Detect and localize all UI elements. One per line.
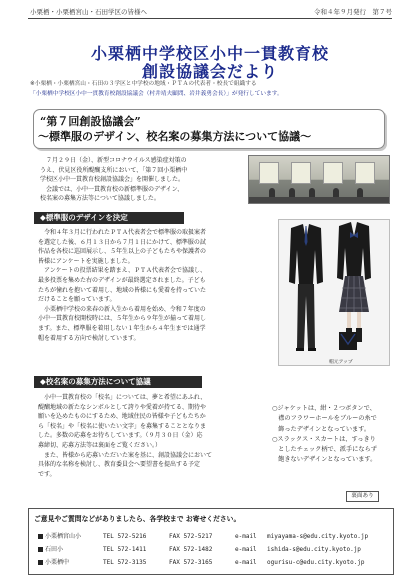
report-line: 学校区小中一貫教育校創設協議会」を開催しました。: [40, 176, 185, 184]
paragraph-line: 願いを込めたものにするため、地域住民の皆様や子どもたちか: [38, 413, 206, 421]
audience-line: 小栗栖・小栗栖宮山・石田学区の皆様へ: [30, 8, 147, 16]
report-line: 校名案の募集方法等について協議しました。: [40, 195, 160, 203]
contact-heading: ご意見やご質問などがありましたら、各学校まで お寄せください。: [34, 515, 241, 523]
header-rule: [28, 18, 392, 19]
bullet-icon: [38, 547, 43, 552]
paragraph-line: 小中一貫教育校の「校名」については、夢と希望にあふれ、: [38, 394, 207, 401]
fax-number: FAX 572-5217: [169, 533, 213, 540]
tel-number: TEL 572-1411: [103, 546, 147, 553]
contact-row: [38, 531, 393, 540]
feature-heading-1: “第７回創設協議会”: [40, 115, 141, 128]
section-school-name-text: [38, 393, 212, 479]
email-label: e-mail: [235, 546, 257, 553]
email-label: e-mail: [235, 533, 257, 540]
paragraph-line: アンケートの投票結果を踏まえ、ＰＴＡ代表者会で協議し、: [38, 267, 207, 275]
uniform-notes: [272, 404, 402, 466]
paragraph-line: また、皆様から応募いただいた案を基に、創設協議会において: [38, 451, 213, 459]
bullet-icon: [38, 560, 43, 565]
paragraph-line: ます。また、標準服を着用しない１年生から４年生までは通学: [38, 324, 206, 332]
paragraph-line: 小栗栖中学校の来春の新入生から着用を始め、令和７年度の: [38, 305, 206, 313]
paragraph-line: ら「校名」や「校名に使いたい文字」を募集することとなりま: [38, 422, 207, 430]
report-text: [40, 156, 187, 204]
paragraph-line: 皆様にアンケートを実施しました。: [38, 257, 134, 265]
note-line: ○ジャケットは、紺・２つボタンで、: [272, 405, 376, 412]
school-name: 石田小: [45, 546, 64, 553]
tel-number: TEL 572-5216: [103, 533, 147, 540]
issue-line: 令和４年９月発行 第７号: [314, 8, 392, 16]
paragraph-line: 作品を各校に巡回展示し、５年生以上の子どもたちや保護者の: [38, 248, 207, 256]
note-line: 襟のフラワーホールをブルーの糸で: [272, 415, 377, 423]
paragraph-line: 令和４年３月に行われたＰＴＡ代表者会で標準服の取扱案者: [38, 229, 207, 236]
report-line: うえ、伏見区役所醍醐支所において、「第７回小栗栖中: [40, 166, 188, 174]
contact-row: [38, 557, 393, 566]
note-line: 飽きないデザインとなっています。: [272, 456, 377, 464]
intro-line-1: ※小栗栖・小栗栖宮山・石田の３学区と中学校の地域・ＰＴＡの代表者・校長で組織する: [30, 81, 257, 87]
note-line: としたチェック柄で、派手にならず: [272, 446, 377, 454]
fax-number: FAX 572-3165: [169, 559, 213, 566]
newsletter-title-line1: 小栗栖中学校区小中一貫教育校: [90, 44, 329, 63]
fax-number: FAX 572-1482: [169, 546, 213, 553]
paragraph-line: を選定した後、６月１３日から７月１日にかけて、標準服の試: [38, 238, 206, 246]
paragraph-line: です。: [38, 470, 56, 478]
paragraph-line: だけることを願っています。: [38, 296, 116, 304]
intro-line-2: 「小栗栖中学校区小中一貫教育校創設協議会（村井靖夫顧問、岩井義勇会長）」が発行しています。: [30, 91, 283, 97]
paragraph-line: 最多投票を集めた右のデザインが最終選定されました。子ども: [38, 276, 206, 284]
paragraph-line: 募締切、応募方法等は裏面をご覧ください。）: [38, 441, 162, 449]
email-address[interactable]: ishida-s@edu.city.kyoto.jp: [267, 546, 361, 553]
photo-caption: 帽元アップ: [329, 360, 353, 365]
bullet-icon: [38, 534, 43, 539]
school-name: 小栗栖宮山小: [45, 533, 82, 540]
paragraph-line: 醍醐地域の新たなシンボルとして誇りや愛着が持てる、期待や: [38, 403, 206, 411]
tel-number: TEL 572-3135: [103, 559, 147, 566]
email-address[interactable]: miyayama-s@edu.city.kyoto.jp: [267, 533, 369, 540]
paragraph-line: 具体的な名称を検討し、教育委員会へ要望書を提出する予定: [38, 461, 201, 469]
email-address[interactable]: ogurisu-c@edu.city.kyoto.jp: [267, 559, 365, 566]
newsletter-title-line2: 創設協議会だより: [141, 62, 278, 81]
section-uniform-title: ◆標準服のデザインを決定: [34, 212, 184, 224]
note-line: ○スラックス・スカートは、すっきり: [272, 435, 376, 443]
paragraph-line: 帽を着用する方向で検討しています。: [38, 334, 140, 342]
meeting-photo: [248, 155, 390, 204]
email-label: e-mail: [235, 559, 257, 566]
note-line: 飾ったデザインとなっています。: [272, 425, 371, 433]
school-name: 小栗栖中: [45, 559, 70, 566]
paragraph-line: 小中一貫教育校開校時には、５年生から９年生が揃って着用し: [38, 315, 207, 323]
report-line: ７月２９日（金）、新型コロナウイルス感染症対策の: [40, 157, 187, 164]
uniform-photo: [278, 219, 390, 366]
feature-heading-2: ～標準服のデザイン、校名案の募集方法について協議～: [38, 130, 312, 143]
section-school-name-title: ◆校名案の募集方法について協議: [34, 376, 202, 388]
paragraph-line: たちが憧れを抱いて着用し、地域の皆様にも愛着を持っていた: [38, 286, 207, 294]
section-uniform-text: [38, 228, 206, 343]
back-page-label: 裏面あり: [346, 491, 379, 502]
paragraph-line: した。多数の応募をお待ちしています。（９月３０日（金）応: [38, 432, 203, 440]
contact-row: [38, 544, 393, 553]
uniform-illustration: [279, 220, 391, 367]
report-line: 会議では、小中一貫教育校の新標準服のデザイン、: [40, 185, 184, 193]
